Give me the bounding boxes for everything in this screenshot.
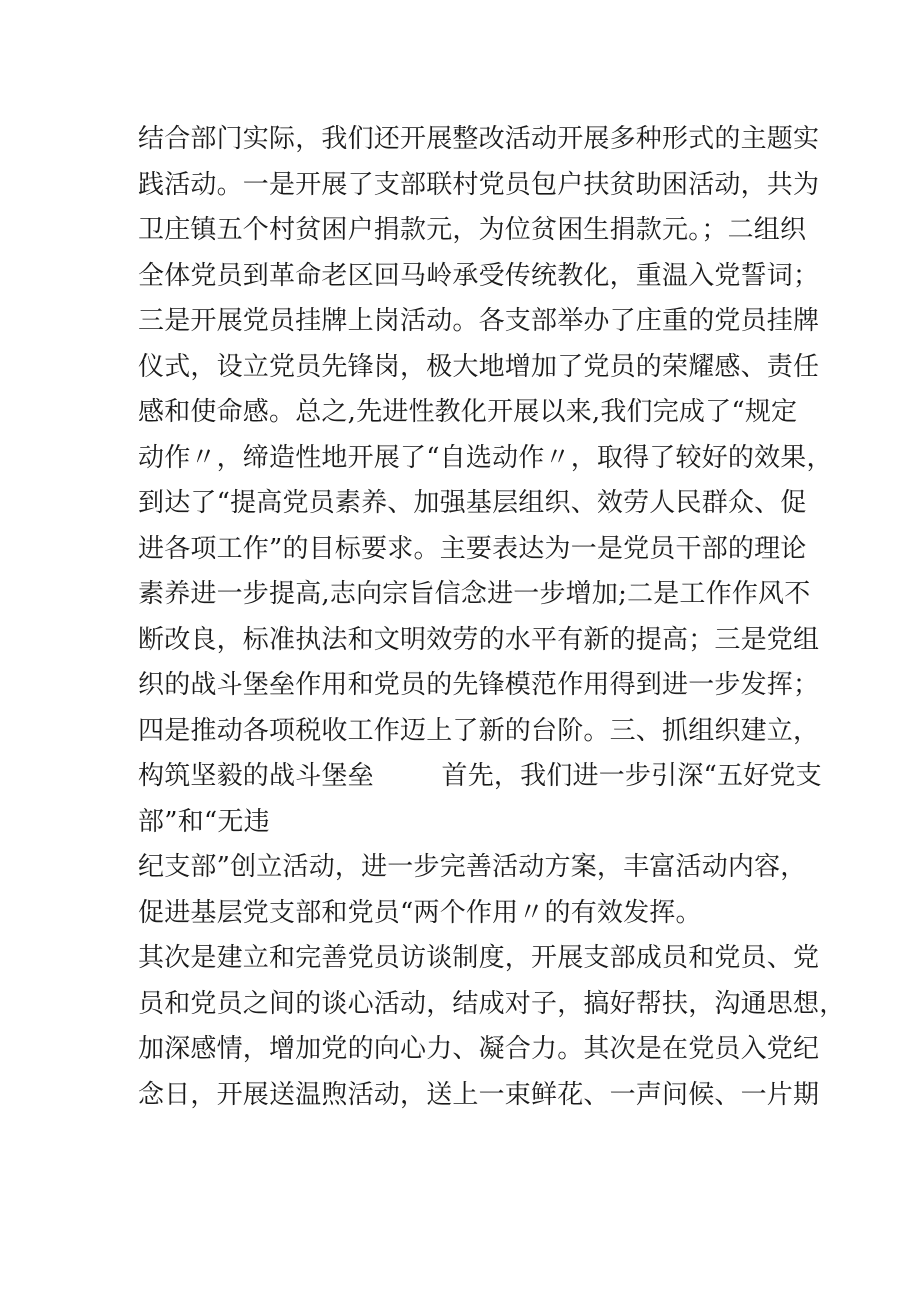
text-line: 进各项工作”的目标要求。主要表达为一是党员干部的理论 [138,533,807,564]
text-line: 断改良，标准执法和文明效劳的水平有新的提高；三是党组 [138,624,820,655]
text-line: 加深感情，增加党的向心力、凝合力。其次是在党员入党纪 [138,1034,820,1064]
text-line: 构筑坚毅的战斗堡垒 首先，我们进一步引深“五好党支 [138,761,822,791]
text-line: 素养进一步提高,志向宗旨信念进一步增加;二是工作作风不 [138,579,811,609]
text-line: 员和党员之间的谈心活动，结成对子，搞好帮扶，沟通思想， [138,988,846,1019]
text-line: 仪式，设立党员先锋岗，极大地增加了党员的荣耀感、责任 [138,351,820,382]
text-line: 践活动。一是开展了支部联村党员包户扶贫助困活动，共为 [138,169,820,200]
text-line: 三是开展党员挂牌上岗活动。各支部举办了庄重的党员挂牌 [138,306,820,336]
text-line: 结合部门实际，我们还开展整改活动开展多种形式的主题实 [138,124,820,154]
body-text [138,117,846,1118]
text-line: 念日，开展送温煦活动，送上一束鲜花、一声问候、一片期 [138,1079,820,1110]
text-line: 全体党员到革命老区回马岭承受传统教化，重温入党誓词； [138,260,820,291]
text-line: 其次是建立和完善党员访谈制度，开展支部成员和党员、党 [138,943,820,973]
text-line: 促进基层党支部和党员“两个作用〃的有效发挥。 [138,897,702,928]
text-line: 到达了“提高党员素养、加强基层组织、效劳人民群众、促 [138,488,807,518]
text-line: 感和使命感。总之,先进性教化开展以来,我们完成了“规定 [138,397,798,427]
text-line: 纪支部”创立活动，进一步完善活动方案，丰富活动内容， [138,852,807,882]
text-line: 部”和“无违 [138,806,270,837]
text-line: 卫庄镇五个村贫困户捐款元，为位贫困生捐款元。；二组织 [138,215,807,245]
text-line: 织的战斗堡垒作用和党员的先锋模范作用得到进一步发挥； [138,670,820,700]
text-line: 四是推动各项税收工作迈上了新的台阶。三、抓组织建立， [138,715,820,746]
text-line: 动作〃，缔造性地开展了“自选动作〃，取得了较好的效果， [138,442,833,473]
